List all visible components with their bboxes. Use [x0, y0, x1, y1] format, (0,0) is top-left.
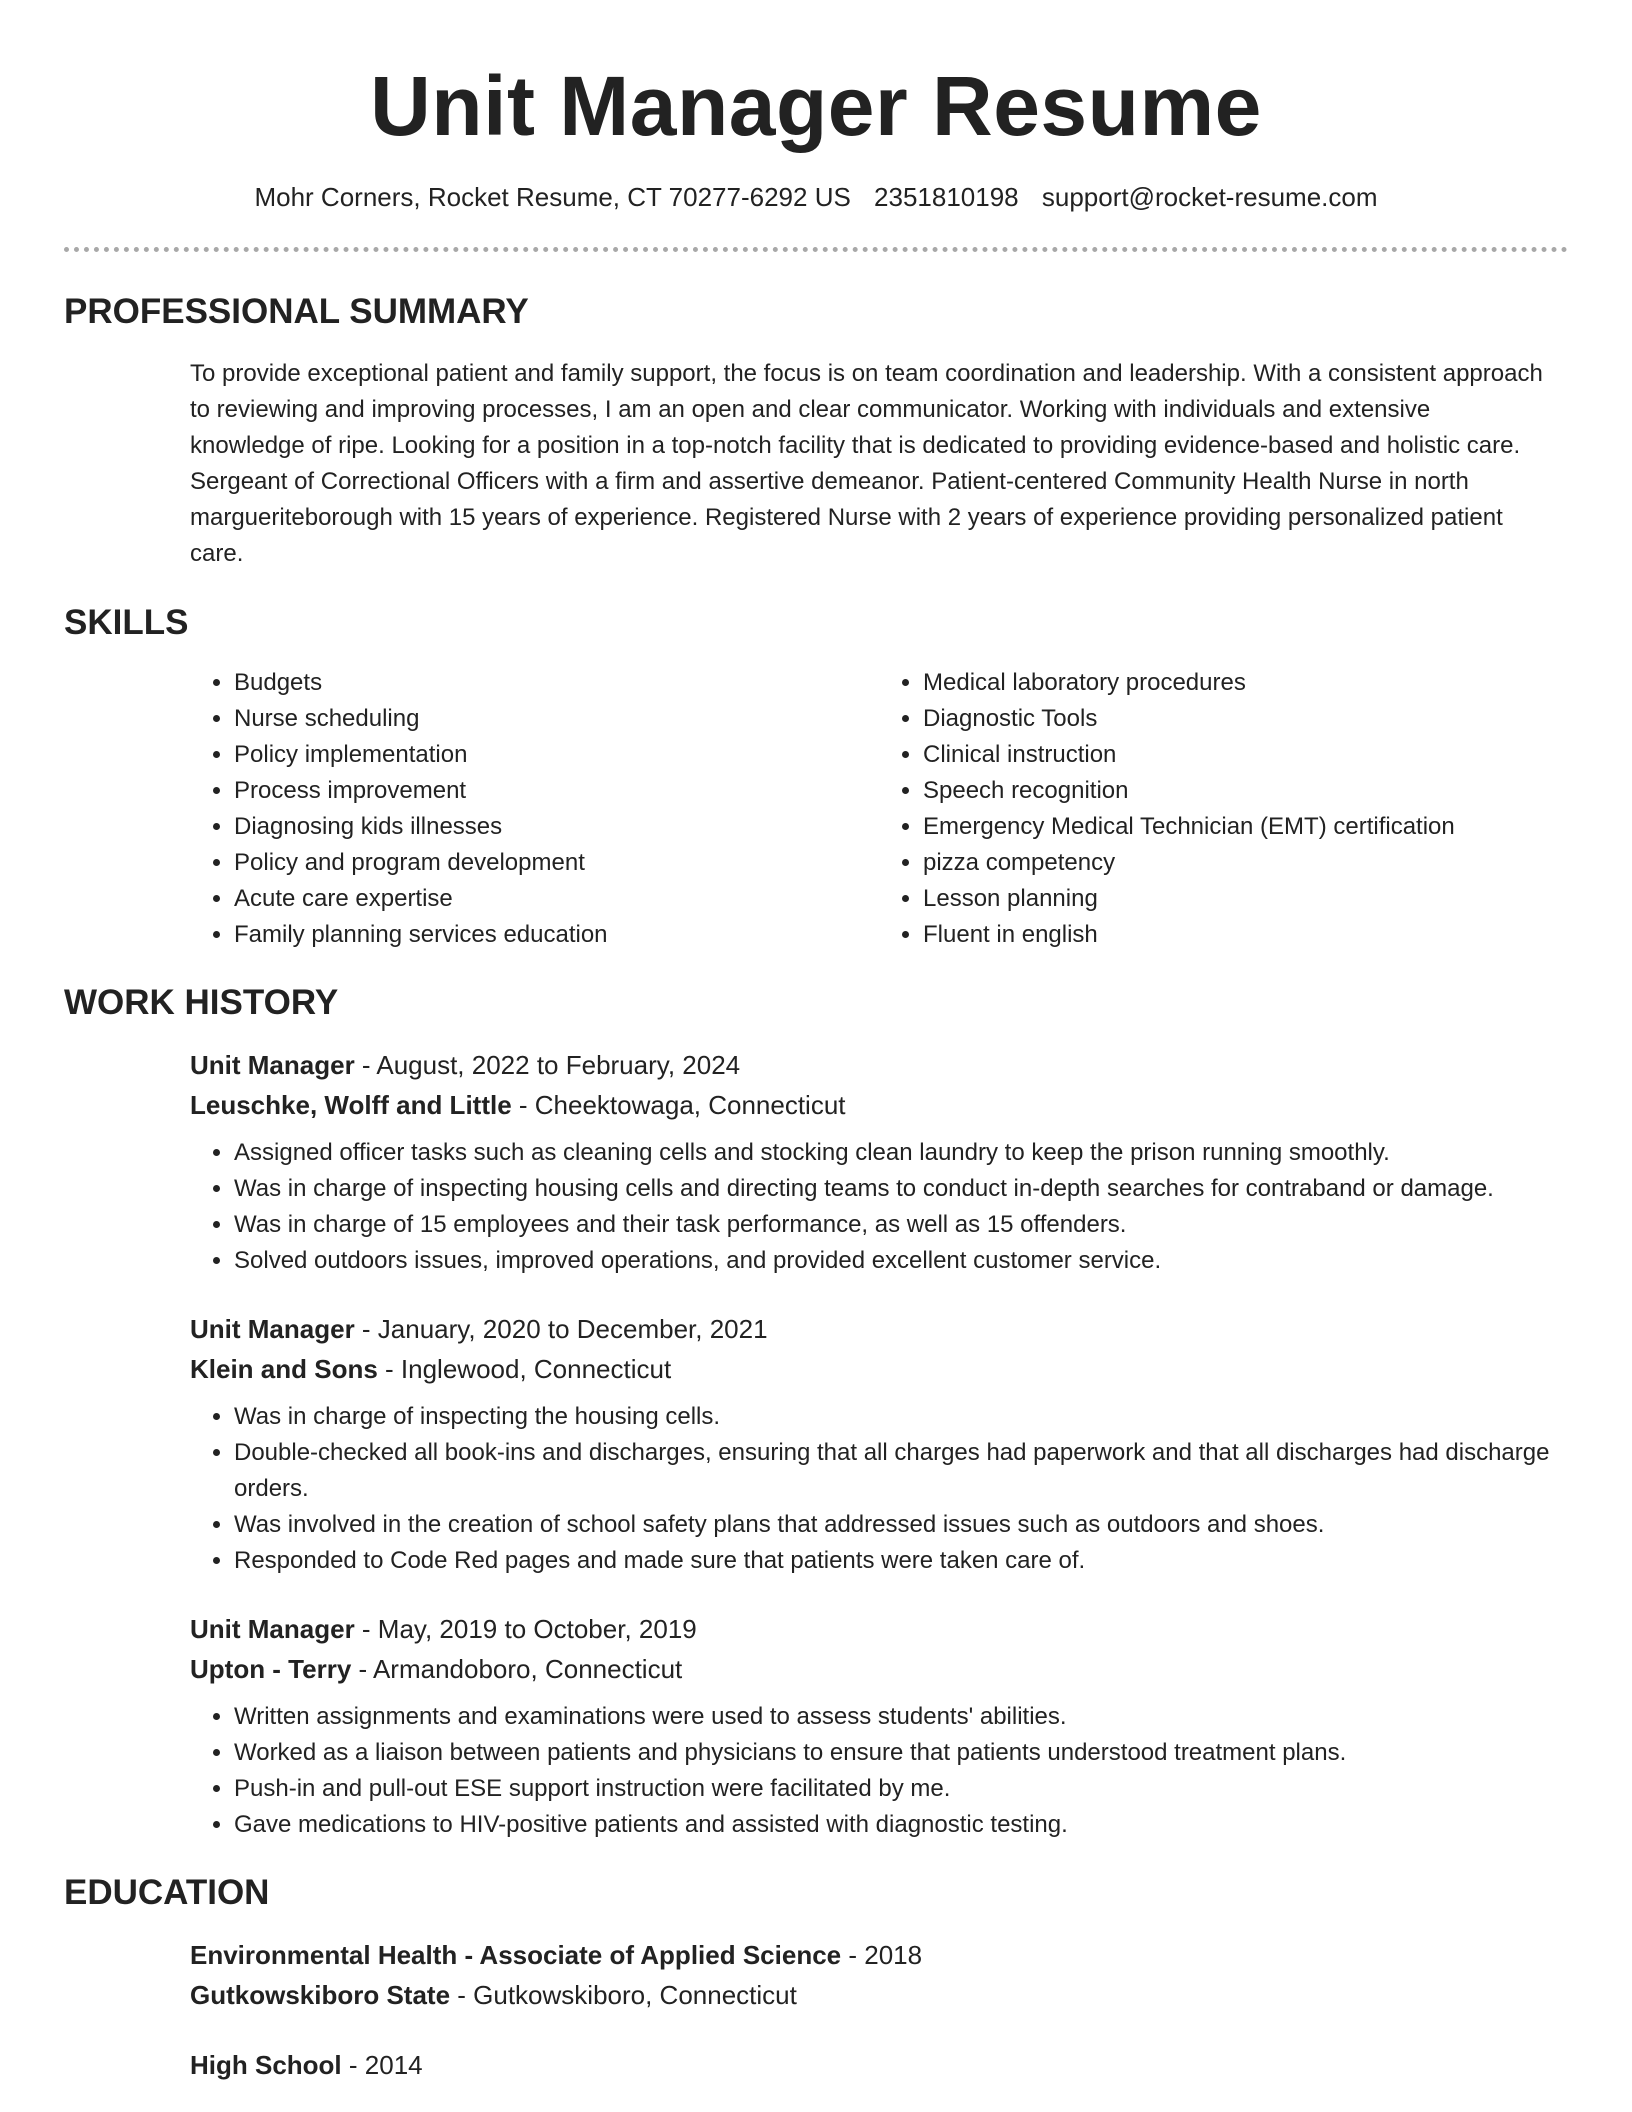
education-degree: Environmental Health - Associate of Applied Science — [190, 1940, 842, 1970]
job-dates: - May, 2019 to October, 2019 — [354, 1614, 697, 1644]
skills-list — [190, 665, 1568, 953]
job-entry — [190, 1309, 1568, 1579]
job-company: Leuschke, Wolff and Little — [190, 1090, 512, 1120]
skill-item: • Clinical instruction — [923, 737, 1568, 773]
job-title: Unit Manager — [190, 1050, 355, 1080]
skill-item: • Fluent in english — [923, 917, 1568, 953]
job-bullet: • Assigned officer tasks such as cleaning cells and stocking clean laundry to keep the prison running smoothly. — [234, 1135, 1568, 1171]
skill-item: • Process improvement — [234, 773, 879, 809]
education-entry — [190, 1935, 1568, 2015]
education-location: - Gutkowskiboro, Connecticut — [450, 1980, 797, 2010]
education-year: - 2014 — [341, 2050, 423, 2080]
resume-page — [64, 0, 1568, 2085]
job-company: Klein and Sons — [190, 1354, 378, 1384]
job-company: Upton - Terry — [190, 1654, 352, 1684]
contact-phone: 2351810198 — [874, 182, 1019, 212]
job-company-line — [190, 1349, 1568, 1389]
contact-address: Mohr Corners, Rocket Resume, CT 70277-6292 US — [254, 182, 851, 212]
job-bullet: • Double-checked all book-ins and discharges, ensuring that all charges had paperwork and that all discharges had discharge orders. — [234, 1435, 1568, 1507]
job-title-line — [190, 1309, 1568, 1349]
skill-item: • pizza competency — [923, 845, 1568, 881]
job-bullets — [190, 1135, 1568, 1279]
education-entry — [190, 2045, 1568, 2085]
job-bullet: • Responded to Code Red pages and made sure that patients were taken care of. — [234, 1543, 1568, 1579]
job-bullet: • Was in charge of inspecting the housing cells. — [234, 1399, 1568, 1435]
job-bullet: • Gave medications to HIV-positive patients and assisted with diagnostic testing. — [234, 1807, 1568, 1843]
job-entry — [190, 1609, 1568, 1843]
contact-email: support@rocket-resume.com — [1041, 182, 1378, 212]
job-title-line — [190, 1609, 1568, 1649]
job-bullet: • Push-in and pull-out ESE support instruction were facilitated by me. — [234, 1771, 1568, 1807]
job-title: Unit Manager — [190, 1314, 355, 1344]
skill-item: • Policy and program development — [234, 845, 879, 881]
education-degree: High School — [190, 2050, 342, 2080]
skill-item: • Nurse scheduling — [234, 701, 879, 737]
skills-column-right — [879, 665, 1568, 953]
job-title-line — [190, 1045, 1568, 1085]
job-bullet: • Worked as a liaison between patients and physicians to ensure that patients understood treatment plans. — [234, 1735, 1568, 1771]
job-bullets — [190, 1399, 1568, 1579]
job-dates: - January, 2020 to December, 2021 — [354, 1314, 768, 1344]
job-company-line — [190, 1085, 1568, 1125]
job-bullet: • Was involved in the creation of school safety plans that addressed issues such as outdoors and shoes. — [234, 1507, 1568, 1543]
job-bullet: • Was in charge of 15 employees and their task performance, as well as 15 offenders. — [234, 1207, 1568, 1243]
education-heading: EDUCATION — [64, 1873, 270, 1912]
page-title: Unit Manager Resume — [370, 59, 1262, 153]
job-bullets — [190, 1699, 1568, 1843]
work-history-heading: WORK HISTORY — [64, 983, 339, 1022]
header-divider — [64, 247, 1568, 252]
skill-item: • Speech recognition — [923, 773, 1568, 809]
skills-column-left — [190, 665, 879, 953]
skill-item: • Family planning services education — [234, 917, 879, 953]
skill-item: • Acute care expertise — [234, 881, 879, 917]
job-location: - Armandoboro, Connecticut — [351, 1654, 683, 1684]
summary-heading: PROFESSIONAL SUMMARY — [64, 292, 529, 331]
skill-item: • Emergency Medical Technician (EMT) certification — [923, 809, 1568, 845]
skill-item: • Diagnosing kids illnesses — [234, 809, 879, 845]
education-school-line — [190, 1975, 1568, 2015]
job-location: - Cheektowaga, Connecticut — [511, 1090, 846, 1120]
skill-item: • Diagnostic Tools — [923, 701, 1568, 737]
skills-heading: SKILLS — [64, 603, 189, 642]
job-bullet: • Solved outdoors issues, improved operations, and provided excellent customer service. — [234, 1243, 1568, 1279]
education-year: - 2018 — [841, 1940, 923, 1970]
summary-text: To provide exceptional patient and family support, the focus is on team coordination and leadership. With a consistent approach to reviewing and improving processes, I am an open and clear communicator. Working with individuals and extensive knowledge of ripe. Looking for a position in a top-notch facility that is dedicated to providing evidence-based and holistic care. Sergeant of Correctional Officers with a firm and assertive demeanor. Patient-centered Community Health Nurse in north margueriteborough with 15 years of experience. Registered Nurse with 2 years of experience providing personalized patient care. — [190, 360, 1543, 567]
job-entry — [190, 1045, 1568, 1279]
education-school: Gutkowskiboro State — [190, 1980, 451, 2010]
education-degree-line — [190, 2045, 1568, 2085]
job-bullet: • Written assignments and examinations were used to assess students' abilities. — [234, 1699, 1568, 1735]
skill-item: • Medical laboratory procedures — [923, 665, 1568, 701]
job-dates: - August, 2022 to February, 2024 — [354, 1050, 741, 1080]
contact-line — [64, 180, 1568, 214]
job-location: - Inglewood, Connecticut — [377, 1354, 672, 1384]
job-company-line — [190, 1649, 1568, 1689]
education-degree-line — [190, 1935, 1568, 1975]
skill-item: • Budgets — [234, 665, 879, 701]
skill-item: • Lesson planning — [923, 881, 1568, 917]
skill-item: • Policy implementation — [234, 737, 879, 773]
job-bullet: • Was in charge of inspecting housing cells and directing teams to conduct in-depth searches for contraband or damage. — [234, 1171, 1568, 1207]
job-title: Unit Manager — [190, 1614, 355, 1644]
